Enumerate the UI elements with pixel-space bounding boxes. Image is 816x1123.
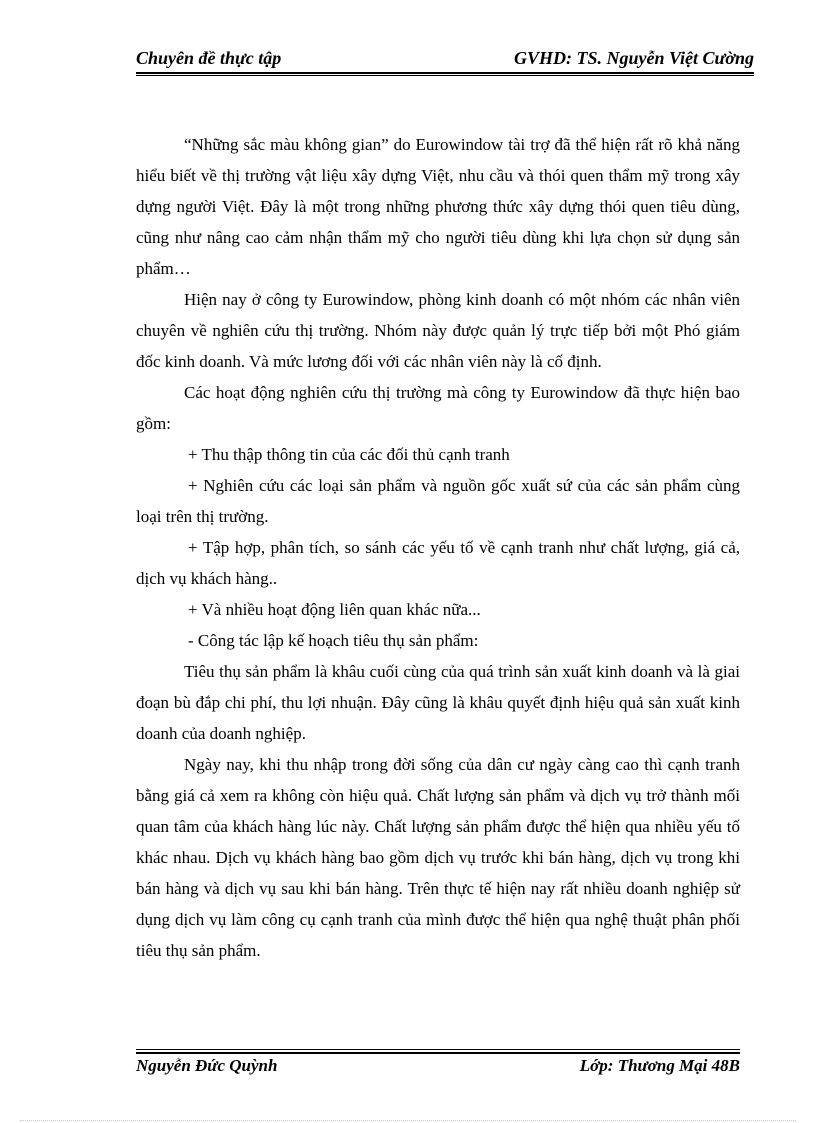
paragraph: Ngày nay, khi thu nhập trong đời sống của dân cư ngày càng cao thì cạnh tranh bằng giá cả xem ra không còn hiệu quả. Chất lượng sản phẩm và dịch vụ trở thành mối quan tâm của khách hàng lúc này. Chất lượng sản phẩm được thể hiện qua nhiều yếu tố khác nhau. Dịch vụ khách hàng bao gồm dịch vụ trước khi bán hàng, dịch vụ trong khi bán hàng và dịch vụ sau khi bán hàng. Trên thực tế hiện nay rất nhiều doanh nghiệp sử dụng dịch vụ làm công cụ cạnh tranh của mình được thể hiện qua nghệ thuật phân phối tiêu thụ sản phẩm.: [136, 755, 740, 960]
page-header: [136, 46, 754, 74]
header-supervisor: GVHD: TS. Nguyễn Việt Cường: [514, 48, 754, 68]
footer-divider-thin: [136, 1049, 740, 1050]
section-heading: - Công tác lập kế hoạch tiêu thụ sản phẩm:: [188, 631, 479, 650]
paragraph: “Những sắc màu không gian” do Eurowindow tài trợ đã thể hiện rất rõ khả năng hiểu biết về thị trường vật liệu xây dựng Việt, nhu cầu và thói quen thẩm mỹ trong xây dựng người Việt. Đây là một trong những phương thức xây dựng thói quen tiêu dùng, cũng như nâng cao cảm nhận thẩm mỹ cho người tiêu dùng khi lựa chọn sử dụng sản phẩm…: [136, 135, 740, 278]
list-item: + Thu thập thông tin của các đối thủ cạnh tranh: [188, 445, 510, 464]
footer-class: Lớp: Thương Mại 48B: [579, 1056, 740, 1075]
paragraph: Tiêu thụ sản phẩm là khâu cuối cùng của quá trình sản xuất kinh doanh và là giai đoạn bù đắp chi phí, thu lợi nhuận. Đây cũng là khâu quyết định hiệu quả sản xuất kinh doanh của doanh nghiệp.: [136, 662, 740, 743]
footer-divider: [136, 1052, 740, 1054]
page-edge-divider: [20, 1120, 796, 1121]
header-title: Chuyên đề thực tập: [136, 48, 282, 68]
paragraph: Hiện nay ở công ty Eurowindow, phòng kinh doanh có một nhóm các nhân viên chuyên về nghiên cứu thị trường. Nhóm này được quản lý trực tiếp bởi một Phó giám đốc kinh doanh. Và mức lương đối với các nhân viên này là cố định.: [136, 290, 740, 371]
header-divider: [136, 75, 754, 76]
list-item: + Nghiên cứu các loại sản phẩm và nguồn gốc xuất sứ của các sản phẩm cùng loại trên thị trường.: [136, 476, 740, 526]
paragraph: Các hoạt động nghiên cứu thị trường mà công ty Eurowindow đã thực hiện bao gồm:: [136, 383, 740, 433]
list-item: + Và nhiều hoạt động liên quan khác nữa...: [188, 600, 481, 619]
document-body: [136, 129, 740, 966]
list-item: + Tập hợp, phân tích, so sánh các yếu tố về cạnh tranh như chất lượng, giá cả, dịch vụ khách hàng..: [136, 538, 740, 588]
footer-author: Nguyễn Đức Quỳnh: [136, 1056, 278, 1075]
